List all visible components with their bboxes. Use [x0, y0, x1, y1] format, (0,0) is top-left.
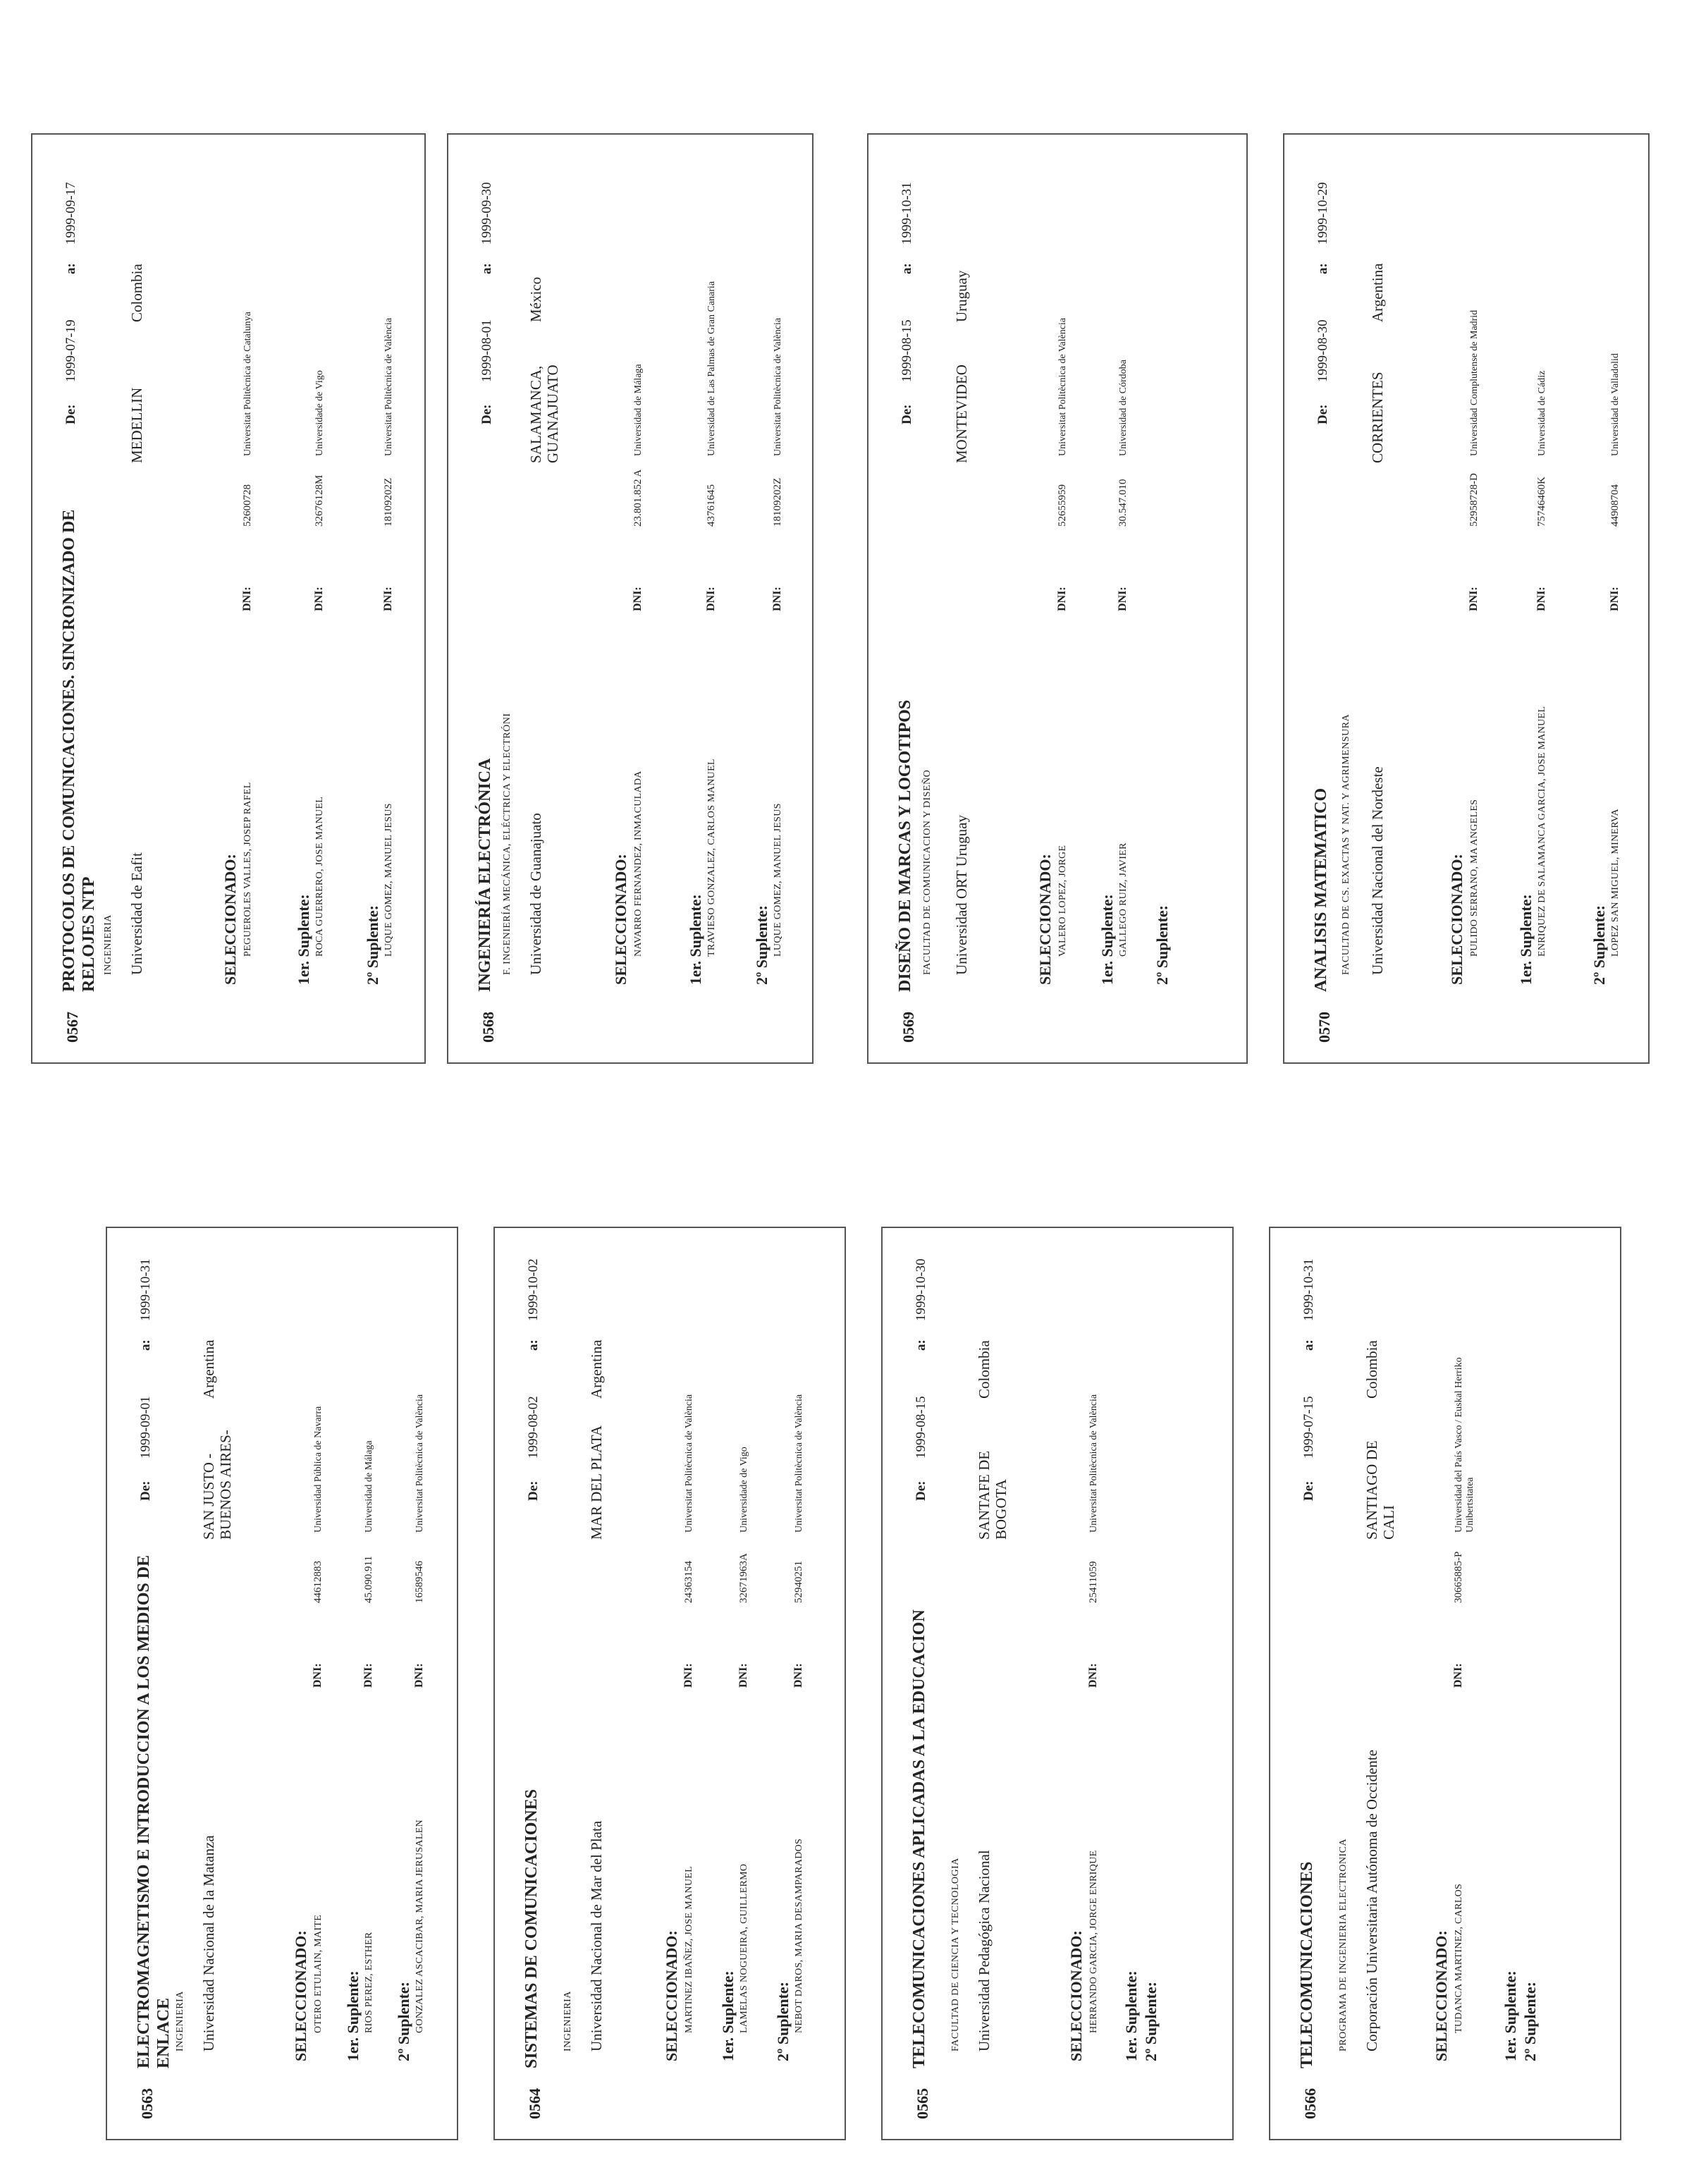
substitute-2-label: 2º Suplente:: [774, 1982, 792, 2061]
date-to: 1999-10-02: [526, 1258, 541, 1321]
to-label: a:: [63, 263, 78, 274]
card-title: ANALISIS MATEMATICO: [1312, 787, 1330, 992]
card-0570: [1283, 133, 1650, 1064]
substitute-1-label: 1er. Suplente:: [1517, 894, 1535, 985]
selected-university: Universitat Politècnica de València: [1057, 317, 1068, 456]
substitute-2-name: LUQUE GOMEZ, MANUEL JESUS: [383, 803, 394, 957]
substitute-2-university: Universitat Politècnica de València: [794, 1394, 804, 1533]
date-to: 1999-09-17: [63, 182, 78, 245]
faculty: F. INGENIERÍA MECÁNICA, ELÉCTRICA Y ELECTRÓNI: [502, 713, 512, 975]
date-to: 1999-10-29: [1315, 182, 1330, 245]
substitute-1-name: ROCA GUERRERO, JOSE MANUEL: [314, 796, 325, 957]
selected-university: Universitat Politècnica de València: [684, 1394, 694, 1533]
selected-label: SELECCIONADO:: [1036, 854, 1054, 985]
to-label: a:: [1301, 1339, 1316, 1351]
substitute-2-label: 2º Suplente:: [1521, 1982, 1539, 2061]
faculty: FACULTAD DE COMUNICACION Y DISEÑO: [922, 769, 933, 975]
city: MONTEVIDEO: [953, 364, 970, 463]
date-to: 1999-10-31: [900, 182, 914, 245]
city: SALAMANCA, GUANAJUATO: [527, 364, 561, 463]
date-to: 1999-09-30: [479, 182, 494, 245]
university: Universidad Nacional de Mar del Plata: [588, 1820, 605, 2051]
card-0568: [447, 133, 814, 1064]
card-number: 0563: [138, 2088, 156, 2119]
dni-label: DNI:: [1056, 587, 1068, 611]
to-label: a:: [479, 263, 494, 274]
substitute-1-university: Universidad de Córdoba: [1118, 360, 1129, 456]
substitute-1-label: 1er. Suplente:: [295, 894, 312, 985]
selected-university: Universidad de Málaga: [633, 364, 644, 456]
substitute-1-dni: 43761645: [706, 484, 717, 527]
country: Uruguay: [953, 270, 970, 322]
to-label: a:: [1315, 263, 1330, 274]
faculty: INGENIERIA: [175, 1991, 185, 2051]
selected-label: SELECCIONADO:: [1067, 1930, 1085, 2061]
card-title: PROTOCOLOS DE COMUNICACIONES. SINCRONIZADO DE RELOJES NTP: [60, 509, 98, 992]
substitute-2-name: LUQUE GOMEZ, MANUEL JESUS: [773, 803, 783, 957]
dni-label: DNI:: [1468, 587, 1480, 611]
substitute-1-dni: 30.547.010: [1117, 479, 1129, 527]
date-from: 1999-08-30: [1315, 319, 1330, 382]
dni-label: DNI:: [705, 587, 717, 611]
card-0565: [881, 1227, 1234, 2140]
substitute-2-name: NEBOT DAROS, MARIA DESAMPARADOS: [794, 1838, 804, 2033]
selected-name: NAVARRO FERNANDEZ, INMACULADA: [633, 771, 644, 957]
dni-label: DNI:: [632, 587, 644, 611]
from-label: De:: [526, 1480, 541, 1501]
from-label: De:: [479, 404, 494, 424]
city: MAR DEL PLATA: [588, 1425, 605, 1540]
country: Colombia: [1363, 1340, 1380, 1399]
from-label: De:: [1315, 404, 1330, 424]
date-from: 1999-09-01: [138, 1396, 153, 1459]
faculty: FACULTAD DE CS. EXACTAS Y NAT. Y AGRIMENSURA: [1341, 713, 1351, 975]
substitute-1-university: Universidad de Las Palmas de Gran Canaria: [706, 281, 717, 456]
card-title: TELECOMUNICACIONES: [1298, 1861, 1316, 2068]
substitute-1-label: 1er. Suplente:: [344, 1970, 362, 2061]
substitute-1-name: RIOS PEREZ, ESTHER: [364, 1932, 374, 2033]
date-from: 1999-07-15: [1301, 1396, 1316, 1459]
selected-university: Universidad Pública de Navarra: [313, 1406, 324, 1533]
substitute-2-name: LOPEZ SAN MIGUEL, MINERVA: [1610, 809, 1621, 957]
faculty: INGENIERIA: [563, 1991, 573, 2051]
selected-dni: 23.801.852 A: [632, 469, 644, 527]
dni-label: DNI:: [1535, 587, 1547, 611]
dni-label: DNI:: [362, 1663, 374, 1688]
to-label: a:: [526, 1339, 541, 1351]
substitute-1-dni: 75746460K: [1536, 477, 1547, 527]
card-0564: [493, 1227, 846, 2140]
selected-dni: 25411059: [1088, 1561, 1099, 1603]
substitute-1-dni: 45.090.911: [363, 1556, 374, 1603]
card-title: DISEÑO DE MARCAS Y LOGOTIPOS: [896, 699, 914, 992]
dni-label: DNI:: [1087, 1663, 1099, 1688]
selected-university: Universidad del País Vasco / Euskal Herriko Unibertsitatea: [1454, 1357, 1475, 1533]
dni-label: DNI:: [737, 1663, 749, 1688]
selected-dni: 24363154: [683, 1561, 694, 1603]
city: CORRIENTES: [1369, 372, 1386, 463]
dni-label: DNI:: [682, 1663, 694, 1688]
dni-label: DNI:: [792, 1663, 804, 1688]
substitute-1-label: 1er. Suplente:: [1122, 1970, 1140, 2061]
to-label: a:: [914, 1339, 928, 1351]
dni-label: DNI:: [1609, 587, 1621, 611]
selected-dni: 52958728-D: [1468, 473, 1480, 527]
substitute-2-university: Universitat Politècnica de València: [383, 317, 394, 456]
dni-label: DNI:: [1117, 587, 1129, 611]
selected-label: SELECCIONADO:: [1448, 854, 1466, 985]
dni-label: DNI:: [771, 587, 783, 611]
card-number: 0566: [1301, 2088, 1319, 2119]
card-number: 0567: [63, 1012, 81, 1043]
selected-name: VALERO LOPEZ, JORGE: [1057, 845, 1068, 957]
to-label: a:: [138, 1339, 153, 1351]
card-0569: [867, 133, 1248, 1064]
date-from: 1999-08-15: [914, 1396, 928, 1459]
substitute-1-dni: 32671963A: [738, 1553, 749, 1603]
card-title: TELECOMUNICACIONES APLICADAS A LA EDUCACION: [910, 1609, 928, 2068]
substitute-1-dni: 32676128M: [314, 474, 325, 527]
date-to: 1999-10-31: [138, 1258, 153, 1321]
dni-label: DNI:: [1452, 1663, 1464, 1688]
dni-label: DNI:: [413, 1663, 425, 1688]
substitute-2-dni: 18109202Z: [772, 477, 783, 527]
left-column: [0, 1092, 1682, 2184]
university: Universidad Nacional de la Matanza: [200, 1835, 217, 2051]
selected-name: OTERO ETULAIN, MAITE: [313, 1914, 324, 2033]
substitute-2-label: 2º Suplente:: [1590, 905, 1608, 985]
substitute-1-name: TRAVIESO GONZALEZ, CARLOS MANUEL: [706, 759, 717, 957]
substitute-2-label: 2º Suplente:: [1142, 1982, 1160, 2061]
substitute-1-name: ENRIQUEZ DE SALAMANCA GARCIA, JOSE MANUEL: [1537, 706, 1547, 957]
substitute-2-name: GONZALEZ ASCACIBAR, MARIA JERUSALEN: [415, 1820, 425, 2033]
substitute-2-dni: 18109202Z: [383, 477, 394, 527]
substitute-1-university: Universidade de Vigo: [314, 370, 325, 456]
date-from: 1999-07-19: [63, 319, 78, 382]
university: Universidad de Eafit: [128, 852, 145, 975]
card-number: 0564: [526, 2088, 544, 2119]
selected-dni: 52655959: [1057, 484, 1068, 527]
date-from: 1999-08-02: [526, 1396, 541, 1459]
from-label: De:: [63, 404, 78, 424]
dni-label: DNI:: [312, 1663, 324, 1688]
city: SAN JUSTO -BUENOS AIRES-: [200, 1430, 234, 1540]
selected-name: PEGUEROLES VALLES, JOSEP RAFEL: [243, 782, 253, 957]
card-number: 0568: [479, 1012, 497, 1043]
selected-name: HERRANDO GARCIA, JORGE ENRIQUE: [1088, 1850, 1099, 2033]
faculty: INGENIERIA: [103, 914, 113, 975]
substitute-1-label: 1er. Suplente:: [1502, 1970, 1519, 2061]
selected-label: SELECCIONADO:: [1432, 1930, 1450, 2061]
from-label: De:: [900, 404, 914, 424]
substitute-1-label: 1er. Suplente:: [1098, 894, 1116, 985]
from-label: De:: [1301, 1480, 1316, 1501]
dni-label: DNI:: [241, 587, 253, 611]
substitute-2-label: 2º Suplente:: [395, 1982, 412, 2061]
country: México: [527, 276, 544, 322]
date-from: 1999-08-01: [479, 319, 494, 382]
selected-label: SELECCIONADO:: [612, 854, 630, 985]
substitute-2-label: 2º Suplente:: [1153, 905, 1171, 985]
substitute-2-label: 2º Suplente:: [364, 905, 381, 985]
substitute-2-university: Universitat Politècnica de València: [415, 1394, 425, 1533]
selected-label: SELECCIONADO:: [292, 1930, 309, 2061]
card-title: INGENIERÍA ELECTRÓNICA: [476, 758, 494, 992]
date-from: 1999-08-15: [900, 319, 914, 382]
faculty: PROGRAMA DE INGENIERIA ELECTRONICA: [1338, 1838, 1349, 2051]
country: Colombia: [976, 1340, 993, 1399]
card-title: ELECTROMAGNETISMO E INTRODUCCION A LOS MEDIOS DE ENLACE: [135, 1554, 173, 2068]
dni-label: DNI:: [382, 587, 394, 611]
substitute-1-university: Universidade de Vigo: [739, 1447, 749, 1533]
card-number: 0569: [900, 1012, 917, 1043]
city: MEDELLIN: [128, 387, 145, 463]
substitute-2-university: Universidad de Valladolid: [1610, 353, 1621, 456]
faculty: FACULTAD DE CIENCIA Y TECNOLOGIA: [950, 1858, 961, 2051]
selected-university: Universitat Politècnica de València: [1088, 1394, 1099, 1533]
selected-dni: 30665885-P: [1453, 1551, 1464, 1603]
from-label: De:: [914, 1480, 928, 1501]
university: Universidad Nacional del Nordeste: [1369, 766, 1386, 975]
to-label: a:: [900, 263, 914, 274]
substitute-2-dni: 16589546: [414, 1561, 425, 1603]
university: Universidad de Guanajuato: [527, 813, 544, 975]
card-0566: [1269, 1227, 1621, 2140]
date-to: 1999-10-31: [1301, 1258, 1316, 1321]
country: Argentina: [1369, 263, 1386, 322]
from-label: De:: [138, 1480, 153, 1501]
country: Colombia: [128, 264, 145, 322]
university: Universidad ORT Uruguay: [953, 815, 970, 975]
selected-university: Universitat Politècnica de Catalunya: [243, 312, 253, 456]
selected-dni: 44612883: [312, 1561, 324, 1603]
substitute-1-label: 1er. Suplente:: [719, 1970, 737, 2061]
substitute-1-name: LAMELAS NOGUEIRA, GUILLERMO: [739, 1863, 749, 2033]
city: SANTAFE DE BOGOTA: [976, 1450, 1009, 1540]
selected-name: TUDANCA MARTINEZ, CARLOS: [1454, 1883, 1464, 2033]
substitute-2-dni: 52940251: [793, 1561, 804, 1603]
card-0567: [31, 133, 426, 1064]
substitute-1-university: Universidad de Cádiz: [1537, 370, 1547, 456]
selected-name: PULIDO SERRANO, MA ANGELES: [1469, 799, 1480, 957]
substitute-2-dni: 44908704: [1609, 484, 1621, 527]
selected-label: SELECCIONADO:: [663, 1930, 680, 2061]
selected-name: MARTINEZ IBAÑEZ, JOSE MANUEL: [684, 1866, 694, 2033]
dni-label: DNI:: [313, 587, 325, 611]
substitute-1-name: GALLEGO RUIZ, JAVIER: [1118, 842, 1129, 957]
country: Argentina: [588, 1339, 605, 1399]
substitute-2-label: 2º Suplente:: [753, 905, 771, 985]
selected-university: Universidad Complutense de Madrid: [1469, 309, 1480, 456]
card-number: 0570: [1315, 1012, 1333, 1043]
card-number: 0565: [914, 2088, 931, 2119]
substitute-2-university: Universitat Politècnica de València: [773, 317, 783, 456]
date-to: 1999-10-30: [914, 1258, 928, 1321]
selected-dni: 52600728: [242, 484, 253, 527]
city: SANTIAGO DE CALI: [1363, 1440, 1397, 1540]
university: Universidad Pedagógica Nacional: [976, 1850, 993, 2051]
substitute-1-university: Universidad de Málaga: [364, 1440, 374, 1533]
selected-label: SELECCIONADO:: [221, 854, 239, 985]
university: Corporación Universitaria Autónoma de Occidente: [1363, 1749, 1380, 2051]
country: Argentina: [200, 1339, 217, 1399]
card-title: SISTEMAS DE COMUNICACIONES: [522, 1789, 541, 2068]
card-0563: [106, 1227, 458, 2140]
substitute-1-label: 1er. Suplente:: [687, 894, 704, 985]
